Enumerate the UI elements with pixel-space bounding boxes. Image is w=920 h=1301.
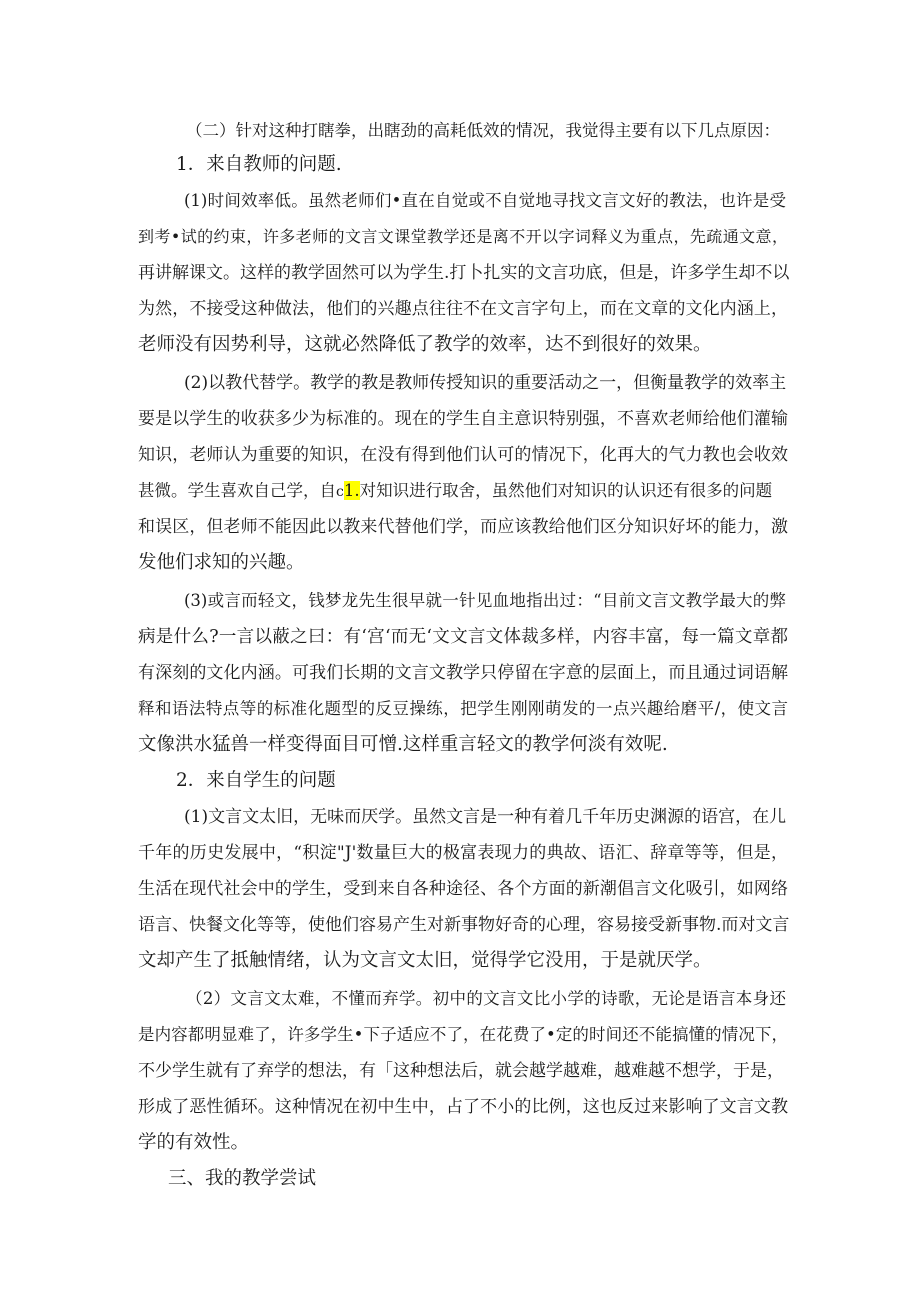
paragraph-line: 到考•试的约束，许多老师的文言文课堂教学还是离不开以字词释义为重点，先疏通文意，	[138, 227, 788, 246]
paragraph-line: (3)或言而轻文，钱梦龙先生很早就一针见血地指出过：“目前文言文教学最大的弊	[184, 591, 786, 610]
paragraph-line: 发他们求知的兴趣。	[138, 552, 305, 573]
section-heading: 2．来自学生的问题	[176, 770, 336, 791]
paragraph-line: 有深刻的文化内涵。可我们长期的文言文教学只停留在字意的层面上，而且通过词语解	[138, 663, 788, 683]
paragraph-line: （二）针对这种打瞎拳，出瞎劲的高耗低效的情况，我觉得主要有以下几点原因：	[186, 121, 780, 140]
paragraph-line: 不少学生就有了弃学的想法，有「这种想法后，就会越学越难，越难越不想学，于是，	[138, 1061, 784, 1081]
paragraph-line: 千年的历史发展中，“积淀"J'数量巨大的极富表现力的典故、语汇、辞章等等，但是，	[138, 843, 788, 863]
paragraph-line: 为然，不接受这种做法，他们的兴趣点往往不在文言字句上，而在文章的文化内涵上，	[138, 299, 788, 319]
highlighted-text: 1.	[343, 481, 360, 500]
paragraph-line: 再讲解课文。这样的教学固然可以为学生.打卜扎实的文言功底，但是，许多学生却不以	[138, 263, 790, 283]
paragraph-line: 生活在现代社会中的学生，受到来自各种途径、各个方面的新潮倡言文化吸引，如网络	[138, 879, 788, 899]
paragraph-line: 是内容都明显难了，许多学生•下子适应不了，在花费了•定的时间还不能搞懂的情况下，	[138, 1025, 788, 1044]
paragraph-line: 释和语法特点等的标准化题型的反豆操练，把学生刚刚萌发的一点兴趣给磨平/，使文言	[138, 699, 788, 718]
text-segment: 甚微。学生喜欢自己学，自	[138, 481, 336, 500]
paragraph-line: （2）文言文太难，不懂而弃学。初中的文言文比小学的诗歌，无论是语言本身还	[186, 989, 786, 1008]
paragraph-line: 知识，老师认为重要的知识，在没有得到他们认可的情况下，化再大的气力教也会收效	[138, 445, 788, 465]
paragraph-line: (1)时间效率低。虽然老师们•直在自觉或不自觉地寻找文言文好的教法，也许是受	[184, 191, 786, 210]
paragraph-line: 文却产生了抵触情绪，认为文言文太旧，觉得学它没用，于是就厌学。	[138, 950, 712, 971]
section-heading: 1．来自教师的问题.	[176, 154, 342, 175]
paragraph-line: (1)文言文太旧，无味而厌学。虽然文言是一种有着几千年历史渊源的语宫，在儿	[184, 807, 787, 827]
section-heading: 三、我的教学尝试	[168, 1168, 317, 1189]
paragraph-line: 形成了恶性循环。这种情况在初中生中，占了不小的比例，这也反过来影响了文言文教	[138, 1097, 788, 1117]
paragraph-line: (2)以教代替学。教学的教是教师传授知识的重要活动之一，但衡量教学的效率主	[184, 373, 787, 393]
paragraph-line: 和误区，但老师不能因此以教来代替他们学，而应该教给他们区分知识好坏的能力，激	[138, 517, 788, 537]
paragraph-line	[138, 478, 788, 505]
paragraph-line: 学的有效性。	[138, 1132, 250, 1153]
paragraph-line: 病是什么?一言以蔽之曰：有‘宫‘而无‘文文言文体裁多样，内容丰富，每一篇文章都	[138, 627, 788, 647]
paragraph-line: 语言、快餐文化等等，使他们容易产生对新事物好奇的心理，容易接受新事物.而对文言	[138, 915, 790, 935]
paragraph-line: 要是以学生的收获多少为标准的。现在的学生自主意识特别强，不喜欢老师给他们灌输	[138, 409, 788, 429]
paragraph-line: 文像洪水猛兽一样变得面目可憎.这样重言轻文的教学何淡有效呢.	[138, 734, 668, 755]
text-segment: c	[336, 484, 344, 500]
text-segment: 对知识进行取舍，虽然他们对知识的认识还有很多的问题	[359, 481, 773, 500]
paragraph-line: 老师没有因势利导，这就必然降低了教学的效率，达不到很好的效果。	[138, 334, 712, 355]
